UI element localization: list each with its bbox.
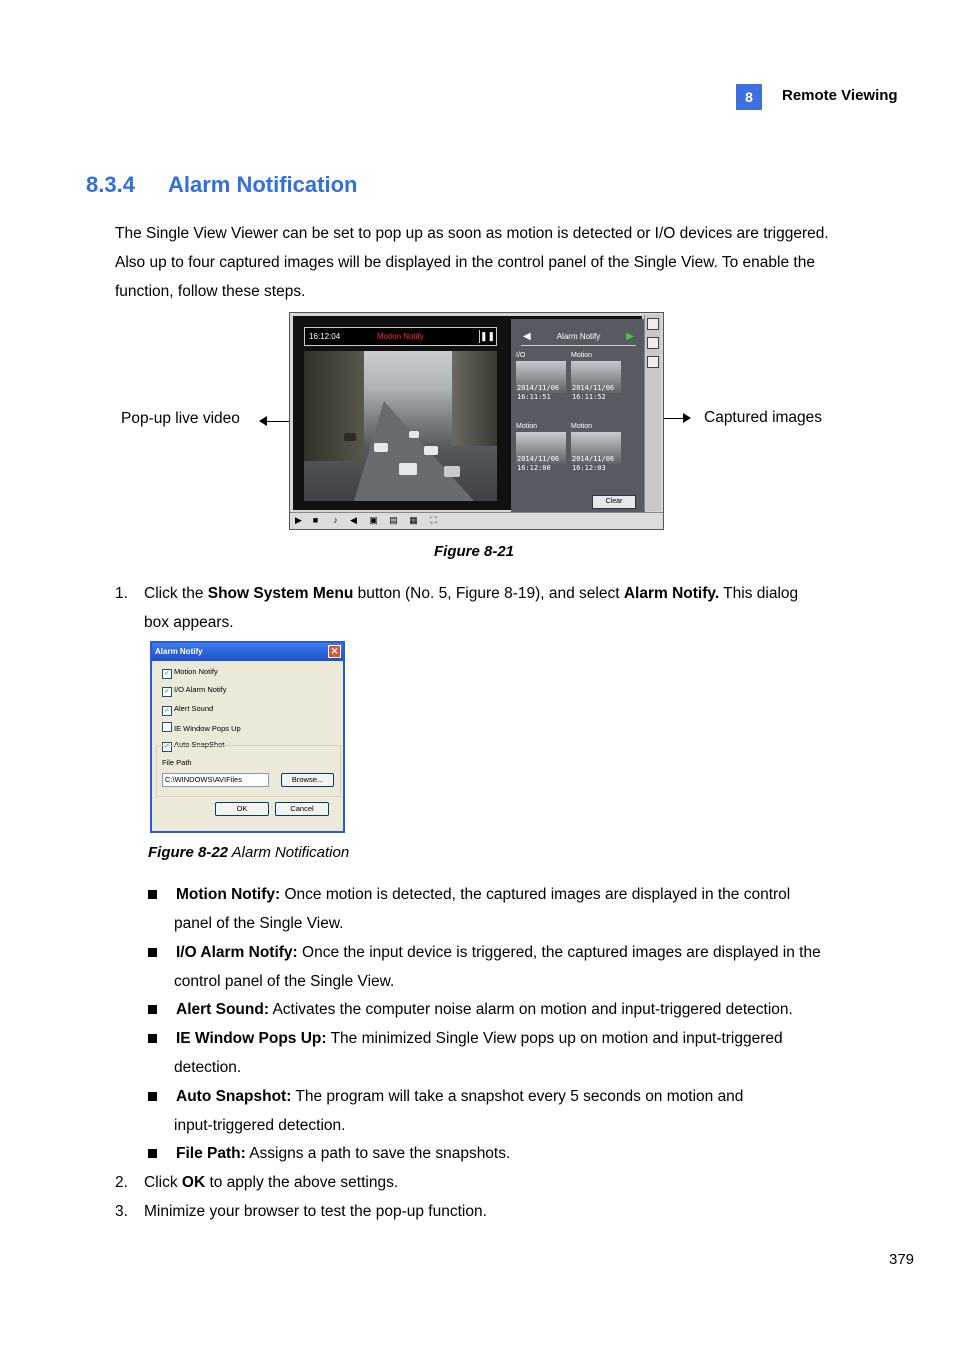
play-icon[interactable]: ▶ <box>295 515 302 525</box>
captured-thumbnail[interactable] <box>571 352 623 410</box>
step-3: 3. Minimize your browser to test the pop-up function. <box>115 1197 855 1226</box>
step-2: 2. Click OK to apply the above settings. <box>115 1168 855 1197</box>
previous-arrow-icon[interactable]: ◀ <box>523 331 531 342</box>
ok-button[interactable]: OK <box>215 802 269 816</box>
callout-live-video: Pop-up live video <box>121 410 240 427</box>
thumbnail-date: 2014/11/06 <box>572 455 615 463</box>
thumbnail-label: Motion <box>516 423 538 430</box>
current-time: 16:12:04 <box>309 332 341 341</box>
step-number: 3. <box>115 1203 128 1220</box>
menu-icon[interactable] <box>647 318 659 330</box>
speaker-icon[interactable]: ◀ <box>350 515 357 525</box>
chapter-title: Remote Viewing <box>782 87 898 104</box>
step-number: 2. <box>115 1174 128 1191</box>
step-number: 1. <box>115 585 128 602</box>
cancel-button[interactable]: Cancel <box>275 802 329 816</box>
dialog-title: Alarm Notify <box>152 643 343 661</box>
captured-thumbnail[interactable] <box>571 423 623 481</box>
settings-icon[interactable] <box>647 356 659 368</box>
bullet-square-icon <box>148 1005 157 1014</box>
figure-8-22-caption: Figure 8-22 Alarm Notification <box>148 844 350 861</box>
browse-button[interactable]: Browse... <box>281 773 334 787</box>
snapshot-icon[interactable]: ▣ <box>369 515 378 525</box>
alarm-panel-header <box>521 329 636 346</box>
bullet-square-icon <box>148 1034 157 1043</box>
chapter-number-badge: 8 <box>736 84 762 110</box>
motion-notify-status: Motion Notify <box>377 332 424 341</box>
captured-thumbnail[interactable] <box>516 352 568 410</box>
microphone-icon[interactable]: ♪ <box>333 515 338 525</box>
arrow-left-head <box>259 416 267 426</box>
section-number: 8.3.4 <box>86 172 135 197</box>
viewer-main-area <box>293 316 642 510</box>
file-path-group <box>156 745 341 797</box>
time-bar <box>304 327 497 346</box>
alarm-notify-dialog <box>150 641 345 833</box>
close-icon[interactable]: ✕ <box>328 645 341 658</box>
car <box>399 463 417 475</box>
arrow-right-head <box>683 413 691 423</box>
thumbnail-date: 2014/11/06 <box>517 455 560 463</box>
viewer-side-toolbar <box>644 315 661 511</box>
car <box>374 443 388 452</box>
thumbnail-date: 2014/11/06 <box>572 384 615 392</box>
intro-paragraph: The Single View Viewer can be set to pop up as soon as motion is detected or I/O devices are triggered. Also up to four captured images will be displayed in the control panel of the Single View. To enable the function, follow these steps. <box>115 225 829 300</box>
alarm-panel-title: Alarm Notify <box>556 332 601 341</box>
car <box>344 433 356 441</box>
next-arrow-icon[interactable]: ▶ <box>626 331 634 342</box>
alarm-notify-panel <box>511 319 645 513</box>
viewer-control-bar <box>290 512 663 529</box>
thumbnail-label: Motion <box>571 423 593 430</box>
ptz-icon[interactable] <box>647 337 659 349</box>
checkbox-alert-sound[interactable]: ✓ Alert Sound <box>162 704 213 716</box>
checkbox-auto-snapshot[interactable]: ✓ Auto SnapShot <box>162 740 224 752</box>
thumbnail-time: 16:11:51 <box>517 393 551 401</box>
thumbnail-time: 16:12:03 <box>572 464 606 472</box>
thumbnail-time: 16:12:00 <box>517 464 551 472</box>
car <box>424 446 438 455</box>
step-1: 1. Click the Show System Menu button (No. 5, Figure 8-19), and select Alarm Notify. This dialog box appears. <box>115 579 855 639</box>
thumbnail-label: Motion <box>571 352 593 359</box>
bullet-square-icon <box>148 1092 157 1101</box>
section-heading <box>86 172 357 198</box>
record-icon[interactable]: ▤ <box>389 515 398 525</box>
print-icon[interactable]: ▦ <box>409 515 418 525</box>
stop-icon[interactable]: ■ <box>312 515 319 525</box>
callout-captured-images: Captured images <box>704 409 823 426</box>
thumbnail-label: I/O <box>516 352 526 359</box>
file-path-label: File Path <box>162 758 192 767</box>
car <box>409 431 419 438</box>
bullet-square-icon <box>148 1149 157 1158</box>
figure-8-21-caption: Figure 8-21 <box>434 543 515 560</box>
thumbnail-date: 2014/11/06 <box>517 384 560 392</box>
captured-thumbnail[interactable] <box>516 423 568 481</box>
single-view-viewer-screenshot <box>289 312 664 530</box>
checkmark-icon: ✓ <box>162 669 172 679</box>
thumbnail-time: 16:11:52 <box>572 393 606 401</box>
checkmark-icon: ✓ <box>162 706 172 716</box>
checkmark-icon: ✓ <box>162 742 172 752</box>
bullet-square-icon <box>148 890 157 899</box>
car <box>444 466 460 477</box>
live-video <box>304 351 497 501</box>
file-path-input[interactable]: C:\WINDOWS\AVIFiles <box>162 773 269 787</box>
pause-icon[interactable]: ❚❚ <box>480 331 496 341</box>
checkbox-io-alarm-notify[interactable]: ✓ I/O Alarm Notify <box>162 685 227 697</box>
bullet-square-icon <box>148 948 157 957</box>
clear-button[interactable]: Clear <box>592 495 636 509</box>
checkmark-icon: ✓ <box>162 687 172 697</box>
checkbox-motion-notify[interactable]: ✓ Motion Notify <box>162 667 218 679</box>
fullscreen-icon[interactable]: ⛶ <box>430 515 437 525</box>
section-title: Alarm Notification <box>168 172 358 197</box>
checkbox-ie-window-pops-up[interactable]: IE Window Pops Up <box>162 722 241 733</box>
page-number: 379 <box>889 1251 915 1268</box>
